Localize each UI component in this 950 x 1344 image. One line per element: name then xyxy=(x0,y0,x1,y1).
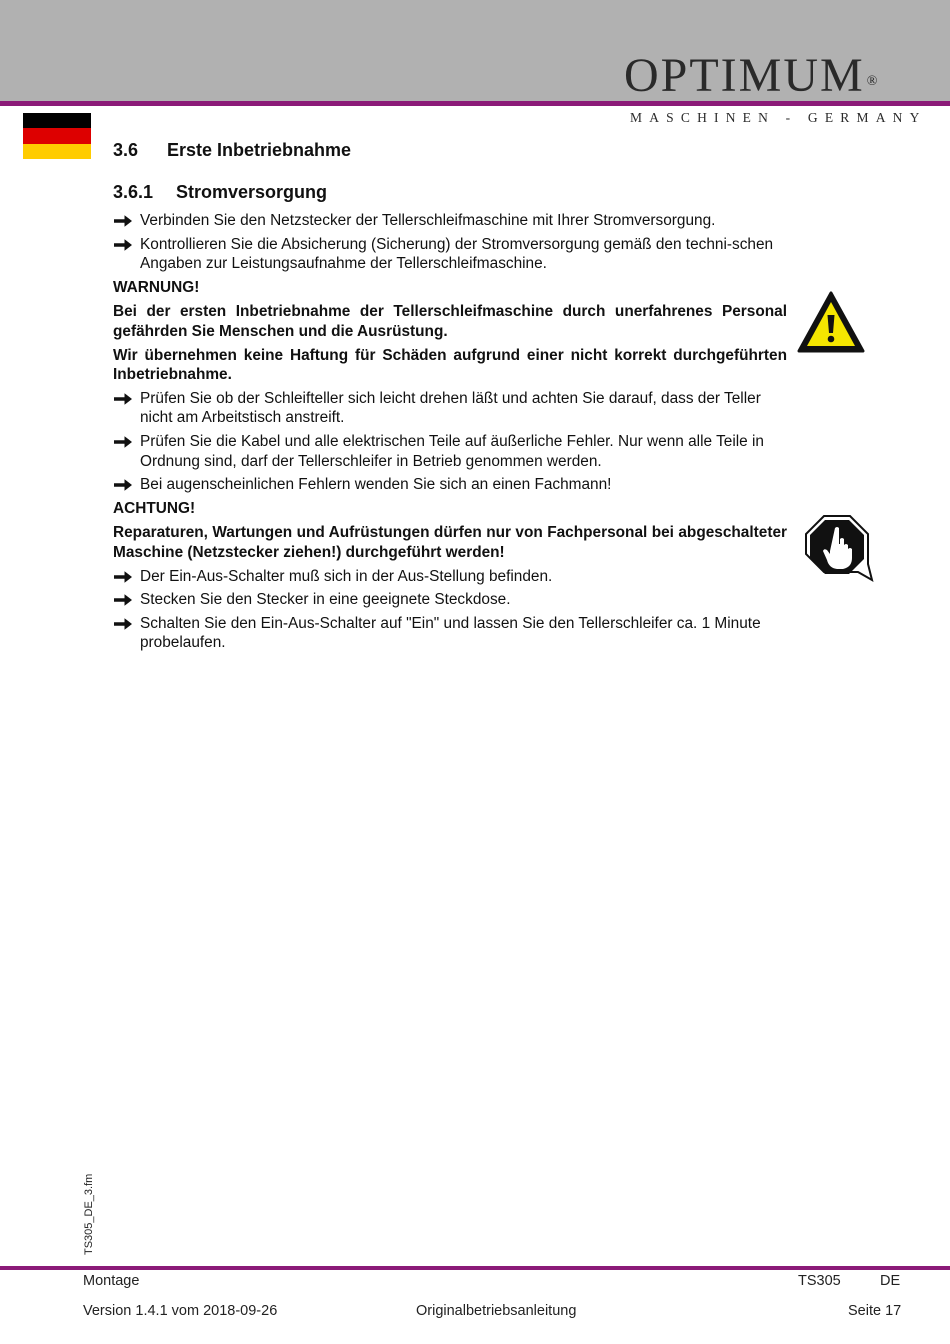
german-flag-icon xyxy=(23,113,91,159)
arrow-right-icon xyxy=(113,617,133,631)
caution-label: ACHTUNG! xyxy=(113,499,196,517)
list-item: Bei augenscheinlichen Fehlern wenden Sie sich an einen Fachmann! xyxy=(113,475,787,495)
caution-text: Reparaturen, Wartungen und Aufrüstungen dürfen nur von Fachpersonal bei abgeschalteter Maschine (Netzstecker ziehen!) durchgeführt werden! xyxy=(113,524,787,561)
arrow-right-icon xyxy=(113,392,133,406)
warning-triangle-icon xyxy=(796,290,866,354)
stop-hand-icon xyxy=(802,514,874,584)
arrow-right-icon xyxy=(113,214,133,228)
file-name-label: TS305_DE_3.fm xyxy=(83,1173,95,1255)
arrow-right-icon xyxy=(113,593,133,607)
section-heading: 3.6 Erste Inbetriebnahme xyxy=(113,140,352,160)
subsection-heading: 3.6.1 Stromversorgung xyxy=(113,182,328,202)
brand-logo: OPTIMUM ® xyxy=(624,49,880,102)
warning-liability: Wir übernehmen keine Haftung für Schäden aufgrund einer nicht korrekt durchgeführten Inbetriebnahme. xyxy=(113,346,787,384)
list-item: Schalten Sie den Ein-Aus-Schalter auf "Ein" und lassen Sie den Tellerschleifer ca. 1 Minute probelaufen. xyxy=(113,614,787,653)
footer-doc-type: Originalbetriebsanleitung xyxy=(416,1303,577,1319)
list-item: Prüfen Sie ob der Schleifteller sich leicht drehen läßt und achten Sie darauf, dass der Teller nicht am Arbeitstisch anstreift. xyxy=(113,389,787,428)
list-item: Verbinden Sie den Netzstecker der Tellerschleifmaschine mit Ihrer Stromversorgung. xyxy=(113,211,787,231)
footer-language: DE xyxy=(880,1273,901,1289)
list-item: Der Ein-Aus-Schalter muß sich in der Aus-Stellung befinden. xyxy=(113,567,787,587)
brand-tagline: MASCHINEN - GERMANY xyxy=(630,110,927,125)
list-item: Prüfen Sie die Kabel und alle elektrischen Teile auf äußerliche Fehler. Nur wenn alle Teile in Ordnung sind, darf der Tellerschleifer in Betrieb genommen werden. xyxy=(113,432,787,471)
warning-label: WARNUNG! xyxy=(113,278,200,296)
list-item: Stecken Sie den Stecker in eine geeignete Steckdose. xyxy=(113,590,787,610)
arrow-right-icon xyxy=(113,570,133,584)
footer-version: Version 1.4.1 vom 2018-09-26 xyxy=(83,1303,278,1319)
main-content xyxy=(113,211,787,657)
warning-text: Bei der ersten Inbetriebnahme der Tellerschleifmaschine durch unerfahrenes Personal gefährden Sie Menschen und die Ausrüstung. xyxy=(113,303,787,340)
arrow-right-icon xyxy=(113,435,133,449)
list-item: Kontrollieren Sie die Absicherung (Sicherung) der Stromversorgung gemäß den techni-schen Angaben zur Leistungsaufnahme der Tellerschleifmaschine. xyxy=(113,235,787,274)
footer-chapter: Montage xyxy=(83,1273,140,1289)
arrow-right-icon xyxy=(113,478,133,492)
footer-page-number: Seite 17 xyxy=(848,1303,902,1319)
footer-model: TS305 xyxy=(798,1273,841,1289)
footer-rule xyxy=(0,1266,950,1270)
arrow-right-icon xyxy=(113,238,133,252)
